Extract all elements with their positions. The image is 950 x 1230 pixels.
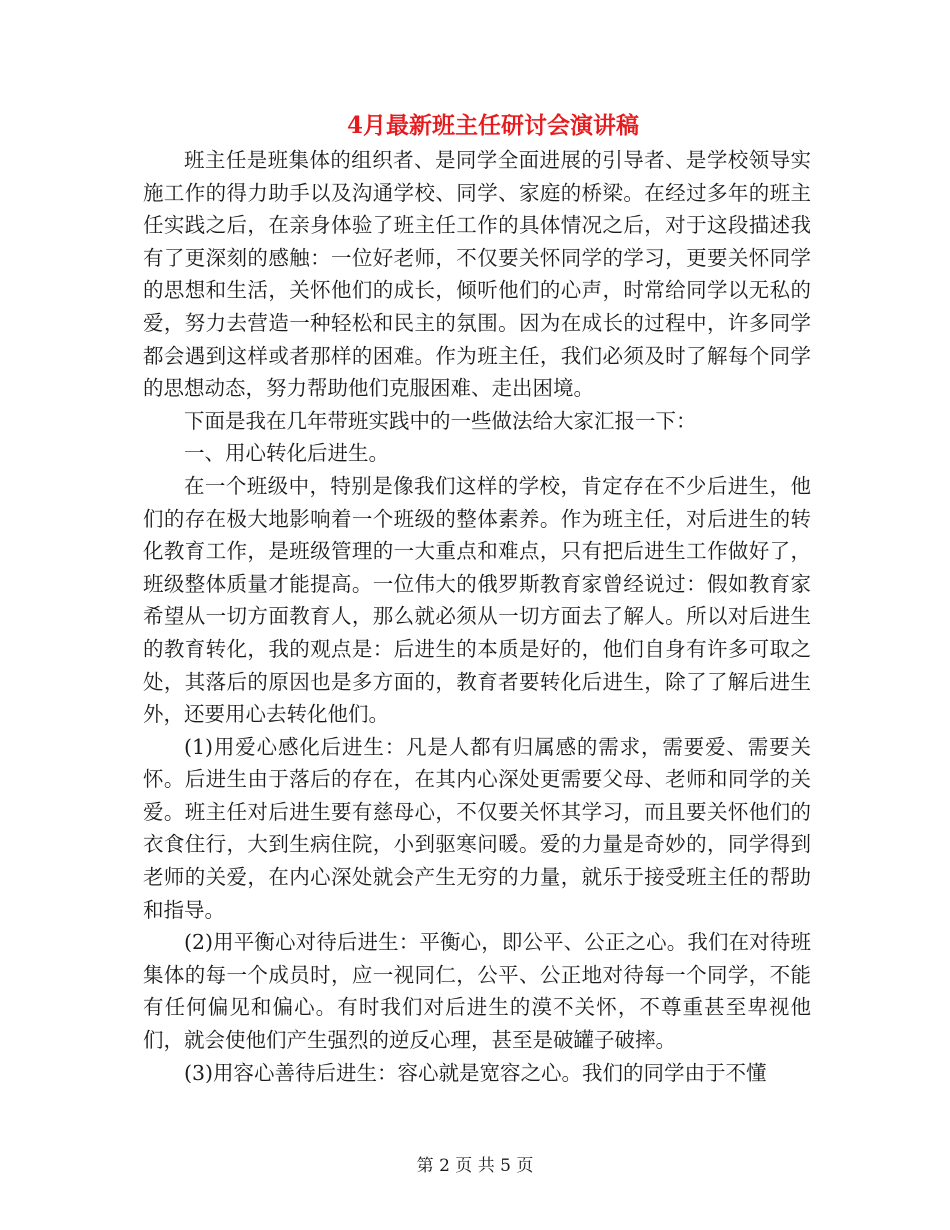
paragraph-point-3: (3)用容心善待后进生：容心就是宽容之心。我们的同学由于不懂 [184, 1060, 767, 1085]
page-number: 第 2 页 共 5 页 [416, 1156, 534, 1176]
paragraph-report-intro: 下面是我在几年带班实践中的一些做法给大家汇报一下： [184, 408, 697, 433]
paragraph-point-1: (1)用爱心感化后进生：凡是人都有归属感的需求，需要爱、需要关怀。后进生由于落后的存在，在其内心深处更需要父母、老师和同学的关爱。班主任对后进生要有慈母心，不仅要关怀其学习，而且要关怀他们的衣食住行，大到生病住院，小到驱寒问暖。爱的力量是奇妙的，同学得到老师的关爱，在内心深处就会产生无穷的力量，就乐于接受班主任的帮助和指导。 [143, 734, 811, 922]
document-title: 4月最新班主任研讨会演讲稿 [346, 112, 639, 139]
paragraph-point-2: (2)用平衡心对待后进生：平衡心，即公平、公正之心。我们在对待班集体的每一个成员时，应一视同仁，公平、公正地对待每一个同学，不能有任何偏见和偏心。有时我们对后进生的漠不关怀，不尊重甚至卑视他们，就会使他们产生强烈的逆反心理，甚至是破罐子破摔。 [143, 930, 811, 1053]
paragraph-intro: 班主任是班集体的组织者、是同学全面进展的引导者、是学校领导实施工作的得力助手以及沟通学校、同学、家庭的桥梁。在经过多年的班主任实践之后，在亲身体验了班主任工作的具体情况之后，对于这段描述我有了更深刻的感触：一位好老师，不仅要关怀同学的学习，更要关怀同学的思想和生活，关怀他们的成长，倾听他们的心声，时常给同学以无私的爱，努力去营造一种轻松和民主的氛围。因为在成长的过程中，许多同学都会遇到这样或者那样的困难。作为班主任，我们必须及时了解每个同学的思想动态，努力帮助他们克服困难、走出困境。 [143, 148, 811, 401]
section-heading-1: 一、用心转化后进生。 [184, 441, 389, 466]
document-body [143, 144, 811, 1089]
paragraph-backward-students: 在一个班级中，特别是像我们这样的学校，肯定存在不少后进生，他们的存在极大地影响着一个班级的整体素养。作为班主任，对后进生的转化教育工作，是班级管理的一大重点和难点，只有把后进生工作做好了，班级整体质量才能提高。一位伟大的俄罗斯教育家曾经说过：假如教育家希望从一切方面教育人，那么就必须从一切方面去了解人。所以对后进生的教育转化，我的观点是：后进生的本质是好的，他们自身有许多可取之处，其落后的原因也是多方面的，教育者要转化后进生，除了了解后进生外，还要用心去转化他们。 [143, 473, 811, 727]
